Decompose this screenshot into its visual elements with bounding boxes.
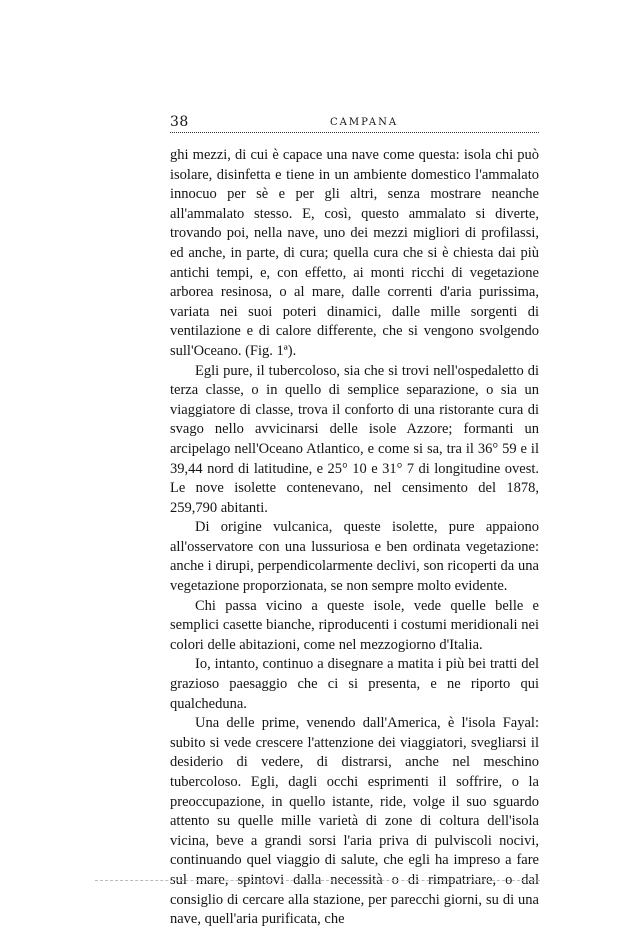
paragraph: Una delle prime, venendo dall'America, è l'isola Fayal: subito si vede crescere l'attenzione dei viaggiatori, svegliarsi il desiderio di vedere, di distrarsi, anche nel meschino tubercoloso. Egli, dagli occhi esprimenti il soffrire, o la preoccupazione, in quello istante, ride, volge il suo sguardo attento su quelle mille varietà di zone di coltura dell'isola vicina, beve a grandi sorsi l'aria priva di pulviscoli nocivi, continuando quel viaggio di salute, che egli ha impreso a fare sul mare, spintovi dalla necessità o di rimpatriare, o dal consiglio di cercare alla stazione, per parecchi giorni, su di una nave, quell'aria purificata, che — [170, 715, 539, 928]
body-text — [170, 146, 539, 930]
paragraph: Io, intanto, continuo a disegnare a matita i più bei tratti del grazioso paesaggio che ci si presenta, e ne riporto qui qualcheduna. — [170, 656, 539, 712]
paragraph-continuation: ghi mezzi, di cui è capace una nave come questa: isola chi può isolare, disinfetta e tiene in un ambiente domestico l'ammalato innocuo per sè e per gli altri, senza mostrare neanche all'ammalato stesso. E, così, questo ammalato si diverte, trovando poi, nella nave, uno dei mezzi migliori di profilassi, ed anche, in parte, di cura; quella cura che si è chiesta dai più antichi tempi, e, con effetto, ai monti ricchi di vegetazione arborea resinosa, o al mare, dalle correnti d'aria purissima, variata nei suoi poteri dinamici, dalle mille sorgenti di ventilazione e di calore differente, che si vengono svolgendo sull'Oceano. (Fig. 1ª). — [170, 147, 539, 359]
header-rule — [170, 132, 539, 133]
paragraph: Egli pure, il tubercoloso, sia che si trovi nell'ospedaletto di terza classe, o in quello di semplice separazione, o sia un viaggiatore di classe, trova il conforto di una ristorante cura di svago nello avvicinarsi delle isole Azzore; formanti un arcipelago nell'Oceano Atlantico, e come si sa, tra il 36° 59 e il 39,44 nord di latitudine, e 25° 10 e 31° 7 di longitudine ovest. Le nove isolette contenevano, nel censimento del 1878, 259,790 abitanti. — [170, 362, 539, 516]
page-header — [170, 113, 539, 135]
page-number: 38 — [170, 114, 189, 130]
paragraph: Di origine vulcanica, queste isolette, pure appaiono all'osservatore con una lussuriosa e ben ordinata vegetazione: anche i dirupi, perpendicolarmente declivi, son ricoperti da una vegetazione proporzionata, se non sempre molto evidente. — [170, 519, 539, 595]
running-head: CAMPANA — [330, 117, 399, 128]
page-bottom-edge — [95, 880, 540, 881]
paragraph: Chi passa vicino a queste isole, vede quelle belle e semplici casette bianche, riproducenti i costumi meridionali nei colori delle abitazioni, come nel mezzogiorno d'Italia. — [170, 597, 539, 653]
